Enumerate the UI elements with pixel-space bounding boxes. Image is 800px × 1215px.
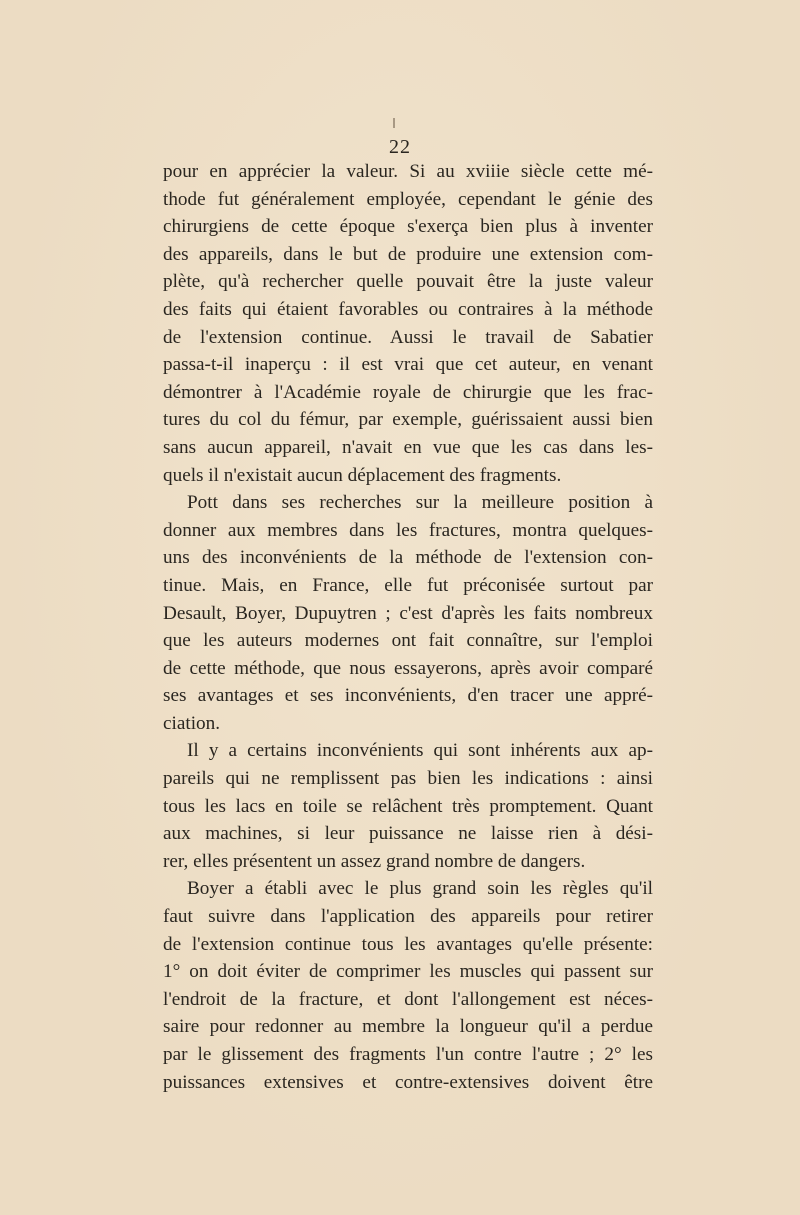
paragraph (163, 158, 653, 489)
text-line: de l'extension continue. Aussi le travail de Sabatier (163, 326, 653, 348)
text-line: passa-t-il inaperçu : il est vrai que cet auteur, en venant (163, 354, 653, 376)
text-line: tous les lacs en toile se relâchent très promptement. Quant (163, 795, 653, 817)
text-line: démontrer à l'Académie royale de chirurgie que les frac- (163, 381, 653, 403)
paragraph (163, 489, 653, 737)
text-line: 1° on doit éviter de comprimer les muscles qui passent sur (163, 961, 653, 983)
text-line: tures du col du fémur, par exemple, guérissaient aussi bien (163, 409, 653, 431)
text-line: uns des inconvénients de la méthode de l'extension con- (163, 547, 653, 569)
paragraph (163, 875, 653, 1096)
text-line: donner aux membres dans les fractures, montra quelques- (163, 519, 653, 541)
text-line: pour en apprécier la valeur. Si au xviiie siècle cette mé- (163, 161, 653, 182)
text-line: chirurgiens de cette époque s'exerça bien plus à inventer (163, 216, 653, 238)
text-line: thode fut généralement employée, cependant le génie des (163, 188, 653, 210)
text-line: faut suivre dans l'application des appareils pour retirer (163, 906, 653, 928)
text-line: l'endroit de la fracture, et dont l'allongement est néces- (163, 988, 653, 1010)
text-line: que les auteurs modernes ont fait connaître, sur l'emploi (163, 630, 653, 652)
text-line: par le glissement des fragments l'un contre l'autre ; 2° les (163, 1044, 653, 1065)
body-text (163, 158, 653, 1096)
text-line: saire pour redonner au membre la longueur qu'il a perdue (163, 1016, 653, 1038)
text-line: puissances extensives et contre-extensives doivent être (163, 1071, 653, 1093)
text-line: des faits qui étaient favorables ou contraires à la méthode (163, 298, 653, 320)
text-line: de l'extension continue tous les avantages qu'elle présente: (163, 933, 653, 955)
text-line: des appareils, dans le but de produire une extension com- (163, 243, 653, 265)
text-line: aux machines, si leur puissance ne laisse rien à dési- (163, 823, 653, 845)
text-line: Pott dans ses recherches sur la meilleure position à (187, 492, 653, 514)
text-line: rer, elles présentent un assez grand nombre de dangers. (163, 850, 586, 872)
text-line: tinue. Mais, en France, elle fut préconisée surtout par (163, 574, 653, 596)
page-number: 22 (389, 136, 411, 158)
text-line: ciation. (163, 712, 221, 734)
ink-mark (393, 118, 395, 128)
text-line: sans aucun appareil, n'avait en vue que les cas dans les- (163, 436, 653, 458)
text-line: Il y a certains inconvénients qui sont inhérents aux ap- (187, 740, 653, 762)
text-line: Boyer a établi avec le plus grand soin les règles qu'il (187, 878, 653, 900)
text-line: quels il n'existait aucun déplacement des fragments. (163, 464, 562, 486)
text-line: pareils qui ne remplissent pas bien les indications : ainsi (163, 768, 653, 790)
text-line: de cette méthode, que nous essayerons, après avoir comparé (163, 657, 653, 679)
text-line: ses avantages et ses inconvénients, d'en tracer une appré- (163, 685, 653, 707)
paragraph (163, 737, 653, 875)
text-line: Desault, Boyer, Dupuytren ; c'est d'après les faits nombreux (163, 602, 653, 624)
text-line: plète, qu'à rechercher quelle pouvait être la juste valeur (163, 271, 653, 293)
